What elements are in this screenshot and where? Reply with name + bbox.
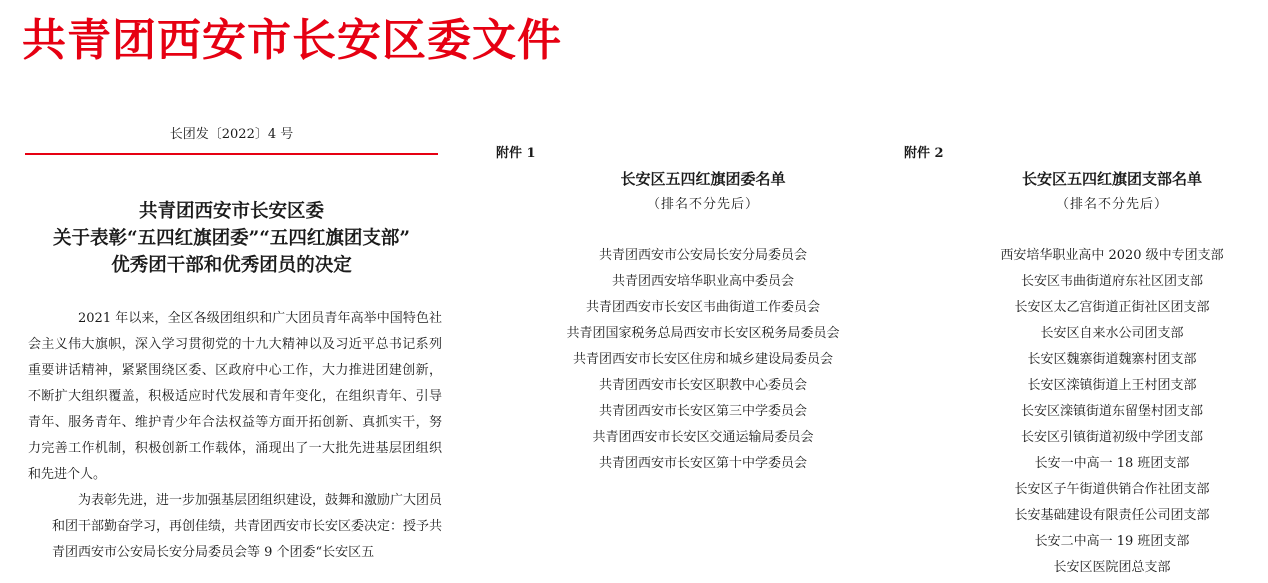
list-item: 共青团西安培华职业高中委员会 <box>611 274 794 289</box>
title-line: 优秀团干部和优秀团员的决定 <box>111 255 352 276</box>
body-paragraph: 2021 年以来，全区各级团组织和广大团员青年高举中国特色社会主义伟大旗帜，深入学习贯彻党的十九大精神以及习近平总书记系列重要讲话精神，紧紧围绕区委、区政府中心工作，大力推进团建创新，不断扩大组织覆盖，积极适应时代发展和青年变化，在组织青年、引导青年、服务青年、维护青少年合法权益等方面开拓创新、真抓实干，努力完善工作机制，积极创新工作载体，涌现出了一大批先进基层团组织和先进个人。 <box>28 311 442 482</box>
annex1-label: 附件 1 <box>496 146 536 161</box>
document-masthead: 共青团西安市长安区委文件 <box>22 15 562 66</box>
annex1-title: 长安区五四红旗团委名单 <box>620 170 786 188</box>
list-item: 共青团国家税务总局西安市长安区税务局委员会 <box>566 326 840 341</box>
list-item: 共青团西安市长安区韦曲街道工作委员会 <box>585 300 820 315</box>
list-item: 长安基础建设有限责任公司团支部 <box>1014 508 1210 523</box>
document-body <box>28 306 443 566</box>
list-item: 长安区医院团总支部 <box>1053 560 1171 575</box>
list-item: 共青团西安市长安区第十中学委员会 <box>598 456 807 471</box>
title-line: 关于表彰“五四红旗团委”“五四红旗团支部” <box>52 228 411 249</box>
title-line: 共青团西安市长安区委 <box>138 201 324 222</box>
list-item: 西安培华职业高中 2020 级中专团支部 <box>1000 248 1224 263</box>
list-item: 长安一中高一 18 班团支部 <box>1034 456 1190 471</box>
annex1-list <box>478 243 928 477</box>
annex2-note: （排名不分先后） <box>1055 197 1168 212</box>
list-item: 共青团西安市公安局长安分局委员会 <box>598 248 807 263</box>
red-divider <box>25 153 438 155</box>
annex2-title: 长安区五四红旗团支部名单 <box>1021 170 1202 188</box>
annex2-list <box>890 243 1268 581</box>
list-item: 长安区滦镇街道上王村团支部 <box>1027 378 1197 393</box>
list-item: 共青团西安市长安区职教中心委员会 <box>598 378 807 393</box>
list-item: 长安区魏寨街道魏寨村团支部 <box>1027 352 1197 367</box>
list-item: 长安区滦镇街道东留堡村团支部 <box>1020 404 1203 419</box>
document-number: 长团发〔2022〕4 号 <box>169 127 294 142</box>
annex1-note: （排名不分先后） <box>646 197 759 212</box>
list-item: 长安区引镇街道初级中学团支部 <box>1020 430 1203 445</box>
list-item: 共青团西安市长安区住房和城乡建设局委员会 <box>572 352 833 367</box>
list-item: 长安二中高一 19 班团支部 <box>1034 534 1190 549</box>
annex2-page <box>890 0 1268 583</box>
annex1-page <box>478 0 878 583</box>
document-title <box>25 198 438 279</box>
list-item: 长安区韦曲街道府东社区团支部 <box>1020 274 1203 289</box>
annex2-label: 附件 2 <box>904 146 944 161</box>
list-item: 长安区太乙宫街道正街社区团支部 <box>1014 300 1210 315</box>
list-item: 共青团西安市长安区交通运输局委员会 <box>592 430 814 445</box>
list-item: 共青团西安市长安区第三中学委员会 <box>598 404 807 419</box>
body-paragraph: 为表彰先进，进一步加强基层团组织建设，鼓舞和激励广大团员和团干部勤奋学习，再创佳绩，共青团西安市长安区委决定：授予共青团西安市公安局长安分局委员会等 9 个团委“长安区五 <box>52 493 443 560</box>
list-item: 长安区子午街道供销合作社团支部 <box>1014 482 1210 497</box>
list-item: 长安区自来水公司团支部 <box>1040 326 1184 341</box>
